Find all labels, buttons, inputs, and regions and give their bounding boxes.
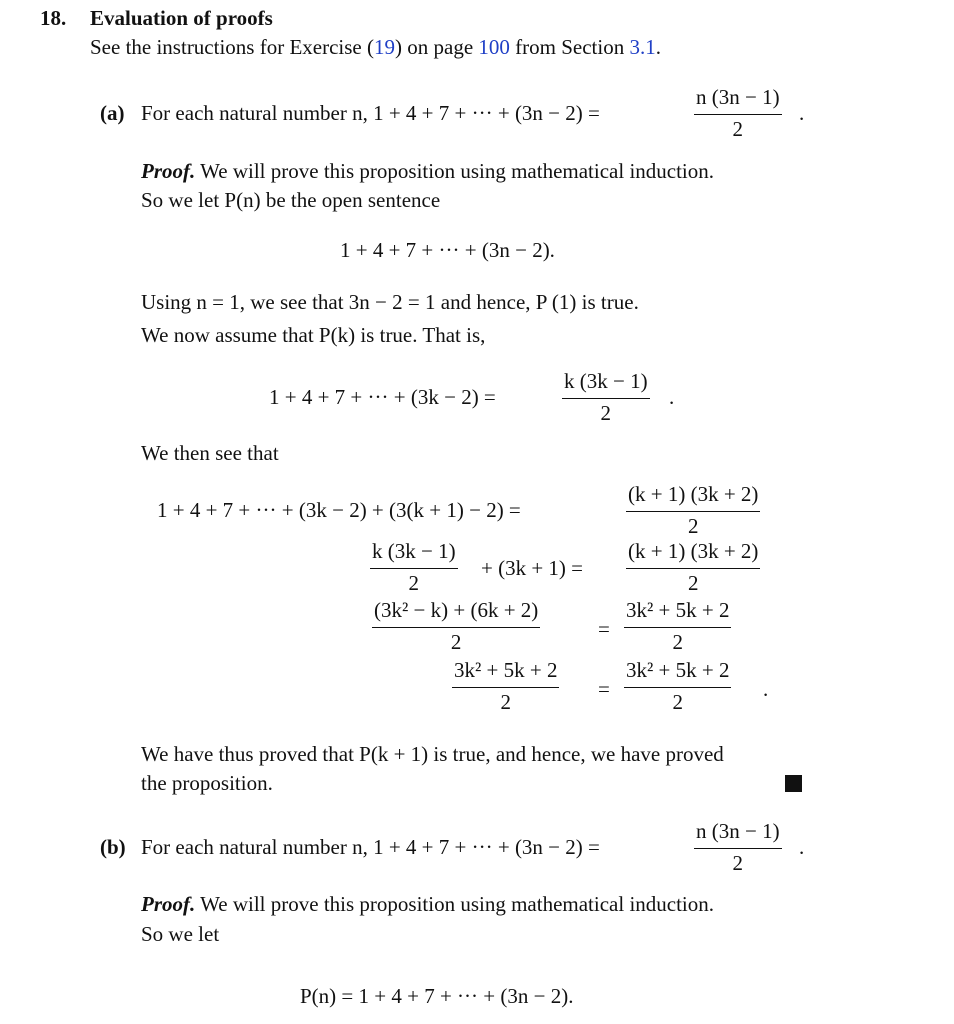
eq3-lhs-numerator: (3k² − k) + (6k + 2) <box>374 598 539 622</box>
exercise-ref-link[interactable]: 19 <box>374 35 395 59</box>
eq3-equals: = <box>598 617 610 641</box>
qed-square-icon <box>785 775 802 792</box>
part-a-rhs-fraction <box>694 87 782 140</box>
instructions-end: . <box>655 35 661 59</box>
part-a-hyp-denominator: 2 <box>562 398 650 424</box>
part-b-definition: P(n) = 1 + 4 + 7 + ··· + (3n − 2). <box>300 984 574 1008</box>
eq4-lhs-denominator: 2 <box>452 687 559 713</box>
eq4-end: . <box>763 677 769 701</box>
part-a-statement: For each natural number n, 1 + 4 + 7 + ··· + (3n − 2) = <box>141 101 600 125</box>
eq4-lhs-numerator: 3k² + 5k + 2 <box>454 658 558 682</box>
part-a-hyp-lhs: 1 + 4 + 7 + ··· + (3k − 2) = <box>269 385 496 409</box>
eq2-lhs-numerator: k (3k − 1) <box>372 539 456 563</box>
part-a-open-sentence: 1 + 4 + 7 + ··· + (3n − 2). <box>340 238 555 262</box>
part-b-rhs-denominator: 2 <box>694 848 782 874</box>
eq1-rhs-numerator: (k + 1) (3k + 2) <box>628 482 759 506</box>
eq2-rhs-numerator: (k + 1) (3k + 2) <box>628 539 759 563</box>
eq3-rhs-denominator: 2 <box>624 627 731 653</box>
part-a-base-case: Using n = 1, we see that 3n − 2 = 1 and hence, P (1) is true. <box>141 290 639 314</box>
eq2-lhs-denominator: 2 <box>370 568 458 594</box>
part-b-label: (b) <box>100 835 126 859</box>
part-a-hyp-fraction <box>562 371 650 424</box>
instructions-prefix: See the instructions for Exercise ( <box>90 35 374 59</box>
eq4-rhs-fraction <box>624 660 731 713</box>
exercise-number: 18. <box>40 6 67 30</box>
part-a-proof-line2: So we let P(n) be the open sentence <box>141 188 441 212</box>
eq4-equals: = <box>598 677 610 701</box>
part-a-conclusion-line2: the proposition. <box>141 771 273 795</box>
section-ref-link[interactable]: 3.1 <box>629 35 656 59</box>
instructions-mid: ) on page <box>395 35 479 59</box>
eq1-rhs-fraction <box>626 484 760 537</box>
part-b-statement: For each natural number n, 1 + 4 + 7 + ··· + (3n − 2) = <box>141 835 600 859</box>
part-a-proof-text: We will prove this proposition using mathematical induction. <box>195 159 715 183</box>
eq1-rhs-denominator: 2 <box>626 511 760 537</box>
part-a-then: We then see that <box>141 441 279 465</box>
eq2-rhs-denominator: 2 <box>626 568 760 594</box>
part-b-proof-line1 <box>141 894 714 915</box>
part-b-proof-line2: So we let <box>141 922 220 946</box>
eq2-lhs-rest: + (3k + 1) = <box>481 556 584 580</box>
part-a-label: (a) <box>100 101 125 125</box>
part-b-rhs-fraction <box>694 821 782 874</box>
part-a-assume: We now assume that P(k) is true. That is, <box>141 323 486 347</box>
part-b-proof-label: Proof. <box>141 892 196 916</box>
instructions-line <box>90 37 661 58</box>
eq3-rhs-numerator: 3k² + 5k + 2 <box>626 598 730 622</box>
instructions-from: from Section <box>509 35 630 59</box>
eq3-lhs-denominator: 2 <box>372 627 540 653</box>
eq4-rhs-numerator: 3k² + 5k + 2 <box>626 658 730 682</box>
eq2-lhs-fraction <box>370 541 458 594</box>
part-b-rhs-numerator: n (3n − 1) <box>696 819 780 843</box>
eq3-rhs-fraction <box>624 600 731 653</box>
exercise-title: Evaluation of proofs <box>90 6 273 30</box>
part-a-conclusion-line1: We have thus proved that P(k + 1) is true, and hence, we have proved <box>141 742 724 766</box>
part-b-proof-text: We will prove this proposition using mathematical induction. <box>195 892 715 916</box>
part-a-rhs-numerator: n (3n − 1) <box>696 85 780 109</box>
part-a-hyp-end: . <box>669 385 675 409</box>
eq4-lhs-fraction <box>452 660 559 713</box>
part-a-rhs-denominator: 2 <box>694 114 782 140</box>
part-a-rhs-end: . <box>799 101 805 125</box>
part-a-hyp-numerator: k (3k − 1) <box>564 369 648 393</box>
page-ref-link[interactable]: 100 <box>478 35 510 59</box>
eq1-lhs: 1 + 4 + 7 + ··· + (3k − 2) + (3(k + 1) − 2) = <box>157 498 521 522</box>
eq4-rhs-denominator: 2 <box>624 687 731 713</box>
eq2-rhs-fraction <box>626 541 760 594</box>
part-a-proof-label: Proof. <box>141 159 196 183</box>
part-a-proof-line1 <box>141 161 714 182</box>
part-b-rhs-end: . <box>799 835 805 859</box>
eq3-lhs-fraction <box>372 600 540 653</box>
